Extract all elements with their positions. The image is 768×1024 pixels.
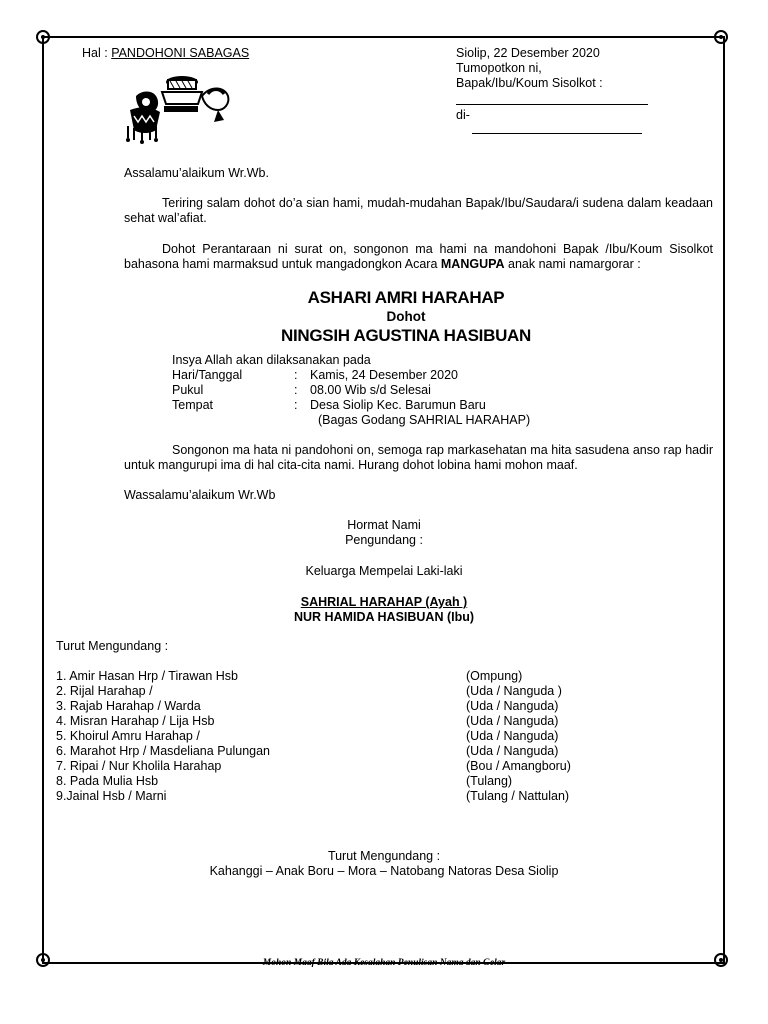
invitee-name: 3. Rajab Harahap / Warda: [56, 699, 201, 713]
groom-name: ASHARI AMRI HARAHAP: [307, 288, 505, 307]
signature-line-1: Hormat Nami: [347, 518, 421, 532]
paragraph-2: [124, 242, 713, 272]
traditional-ceremony-illustration: [122, 66, 234, 144]
mother-name: NUR HAMIDA HASIBUAN (Ibu): [293, 610, 475, 624]
detail-sep: :: [294, 368, 298, 382]
schedule-intro: Insya Allah akan dilaksanakan pada: [172, 353, 371, 367]
detail-value-place: Desa Siolip Kec. Barumun Baru: [310, 398, 486, 412]
invitee-relation: (Uda / Nanguda): [466, 699, 559, 713]
invitee-relation: (Uda / Nanguda): [466, 714, 559, 728]
invitees-heading: Turut Mengundang :: [56, 639, 169, 653]
subject-line: [82, 46, 249, 61]
event-name: MANGUPA: [440, 257, 505, 271]
ornament-corner-icon: [713, 29, 729, 45]
family-label: Keluarga Mempelai Laki-laki: [305, 564, 463, 578]
invitee-name: 9.Jainal Hsb / Marni: [56, 789, 167, 803]
father-name: [184, 595, 584, 610]
invitee-name: 2. Rijal Harahap /: [56, 684, 153, 698]
detail-value-date: Kamis, 24 Desember 2020: [310, 368, 458, 382]
paragraph-3: Songonon ma hata ni pandohoni on, semoga rap markasehatan ma hita sasudena anso rap hadir untuk mangurupi ima di hal cita-cita nami. Hurang dohot lobina hami mohon maaf.: [124, 443, 713, 472]
invitee-relation: (Ompung): [466, 669, 523, 683]
detail-label-date: Hari/Tanggal: [172, 368, 243, 382]
invitee-relation: (Tulang / Nattulan): [466, 789, 570, 803]
closing: Wassalamu’alaikum Wr.Wb: [124, 488, 276, 502]
paragraph-1: Teriring salam dohot do’a sian hami, mudah-mudahan Bapak/Ibu/Saudara/i sudena dalam keadaan sehat wal’afiat.: [124, 196, 713, 225]
place-date: Siolip, 22 Desember 2020: [456, 46, 600, 60]
recipient-label: Bapak/Ibu/Koum Sisolkot :: [456, 76, 603, 90]
paragraph-2-text-b: anak nami namargorar :: [504, 257, 641, 271]
invitee-relation: (Uda / Nanguda): [466, 729, 559, 743]
detail-sep: :: [294, 398, 298, 412]
invitee-name: 4. Misran Harahap / Lija Hsb: [56, 714, 215, 728]
invitee-relation: (Uda / Nanguda ): [466, 684, 562, 698]
recipient-blank-line: [456, 104, 648, 105]
invitee-relation: (Tulang): [466, 774, 513, 788]
invitee-relation: (Bou / Amangboru): [466, 759, 571, 773]
footer-invitees-groups: Kahanggi – Anak Boru – Mora – Natobang Natoras Desa Siolip: [209, 864, 559, 878]
signature-line-2: Pengundang :: [345, 533, 423, 547]
subject-value: PANDOHONI SABAGAS: [111, 46, 250, 60]
subject-label: Hal :: [82, 46, 108, 60]
bride-name: NINGSIH AGUSTINA HASIBUAN: [280, 326, 532, 345]
footer-invitees-heading: Turut Mengundang :: [327, 849, 441, 863]
invitee-name: 1. Amir Hasan Hrp / Tirawan Hsb: [56, 669, 239, 683]
detail-label-place: Tempat: [172, 398, 213, 412]
addressed-to: Tumopotkon ni,: [456, 61, 542, 75]
connector-word: Dohot: [386, 309, 426, 324]
invitee-relation: (Uda / Nanguda): [466, 744, 559, 758]
invitee-name: 6. Marahot Hrp / Masdeliana Pulungan: [56, 744, 271, 758]
paragraph-2-text-a: Dohot Perantaraan ni surat on, songonon ma hami na mandohoni Bapak /Ibu/Koum Sisolkot bahasona hami marmaksud untuk mangadongkon Acara: [124, 242, 713, 271]
invitee-name: 8. Pada Mulia Hsb: [56, 774, 159, 788]
detail-label-time: Pukul: [172, 383, 204, 397]
footer-note: Mohon Maaf Bila Ada Kesalahan Penulisan Nama dan Gelar: [262, 958, 506, 968]
invitee-name: 5. Khoirul Amru Harahap /: [56, 729, 200, 743]
ornament-corner-icon: [35, 29, 51, 45]
father-name-text: SAHRIAL HARAHAP (Ayah ): [300, 595, 468, 609]
greeting: Assalamu’alaikum Wr.Wb.: [124, 166, 269, 180]
invitee-name: 7. Ripai / Nur Kholila Harahap: [56, 759, 222, 773]
di-label: di-: [456, 108, 470, 122]
detail-sep: :: [294, 383, 298, 397]
detail-value-time: 08.00 Wib s/d Selesai: [310, 383, 431, 397]
address-blank-line: [472, 133, 642, 134]
place-note: (Bagas Godang SAHRIAL HARAHAP): [318, 413, 531, 427]
